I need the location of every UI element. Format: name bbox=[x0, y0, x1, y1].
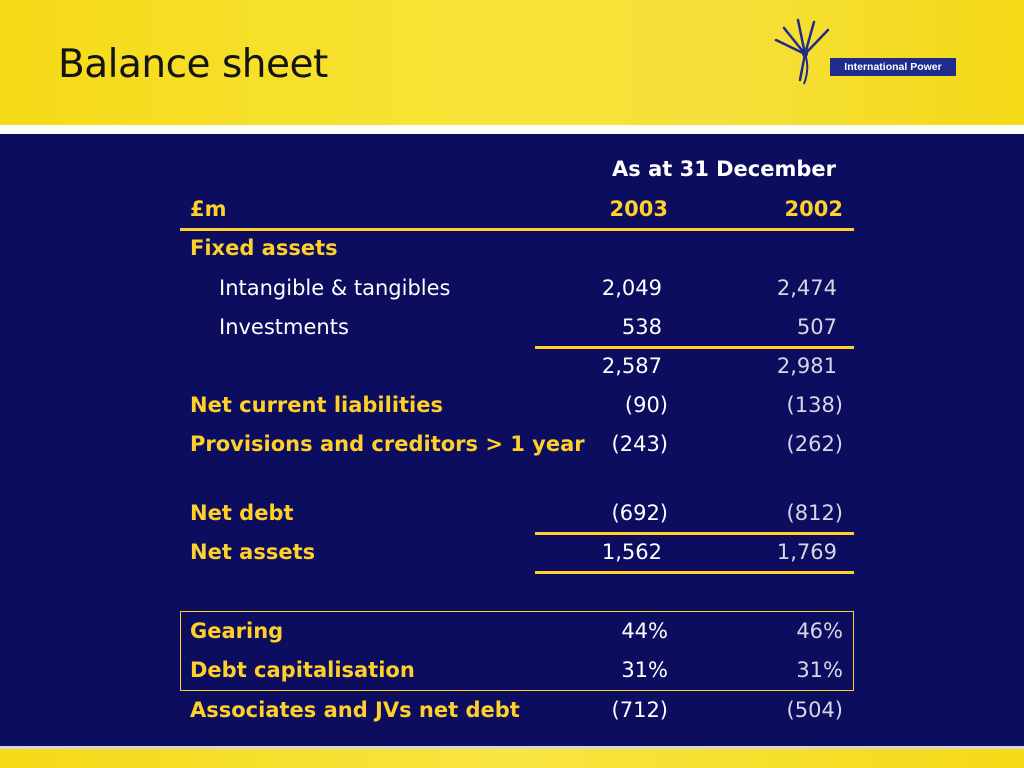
row-label-gearing: Gearing bbox=[190, 619, 284, 643]
page-title: Balance sheet bbox=[58, 42, 328, 87]
value-2002: 507 bbox=[796, 315, 837, 339]
value-2003: (712) bbox=[611, 698, 668, 722]
row-label-net-current-liabilities: Net current liabilities bbox=[190, 393, 443, 417]
subtotal-rule bbox=[535, 346, 854, 349]
value-2002: 2,474 bbox=[776, 276, 837, 300]
table-panel bbox=[0, 134, 1024, 746]
value-2002: (138) bbox=[786, 393, 843, 417]
value-2002: 46% bbox=[796, 619, 843, 643]
unit-label: £m bbox=[190, 197, 227, 221]
value-2002: (812) bbox=[786, 501, 843, 525]
column-header-2002: 2002 bbox=[784, 197, 843, 221]
period-header: As at 31 December bbox=[612, 157, 836, 181]
value-2003: 31% bbox=[621, 658, 668, 682]
divider-strip bbox=[0, 125, 1024, 134]
value-2003: 1,562 bbox=[601, 540, 662, 564]
row-label-associates-jvs: Associates and JVs net debt bbox=[190, 698, 520, 722]
value-2002: (262) bbox=[786, 432, 843, 456]
header-rule bbox=[180, 228, 854, 231]
row-label-debt-capitalisation: Debt capitalisation bbox=[190, 658, 415, 682]
value-2003: (692) bbox=[611, 501, 668, 525]
row-label-investments: Investments bbox=[219, 315, 349, 339]
starburst-icon bbox=[770, 18, 840, 88]
column-header-2003: 2003 bbox=[609, 197, 668, 221]
subtotal-2002: 2,981 bbox=[776, 354, 837, 378]
company-logo bbox=[770, 18, 960, 98]
row-label-provisions: Provisions and creditors > 1 year bbox=[190, 432, 585, 456]
row-label-intangibles: Intangible & tangibles bbox=[219, 276, 451, 300]
net-assets-top-rule bbox=[535, 532, 854, 535]
value-2003: 538 bbox=[621, 315, 662, 339]
value-2003: (90) bbox=[624, 393, 668, 417]
value-2003: 44% bbox=[621, 619, 668, 643]
footer-strip bbox=[0, 746, 1024, 768]
value-2002: (504) bbox=[786, 698, 843, 722]
subtotal-2003: 2,587 bbox=[601, 354, 662, 378]
net-assets-bottom-rule bbox=[535, 571, 854, 574]
value-2003: 2,049 bbox=[601, 276, 662, 300]
value-2003: (243) bbox=[611, 432, 668, 456]
slide-header bbox=[0, 0, 1024, 125]
value-2002: 1,769 bbox=[776, 540, 837, 564]
value-2002: 31% bbox=[796, 658, 843, 682]
row-label-net-assets: Net assets bbox=[190, 540, 316, 564]
row-label-fixed-assets: Fixed assets bbox=[190, 236, 338, 260]
logo-wordmark: International Power bbox=[830, 58, 956, 76]
row-label-net-debt: Net debt bbox=[190, 501, 294, 525]
